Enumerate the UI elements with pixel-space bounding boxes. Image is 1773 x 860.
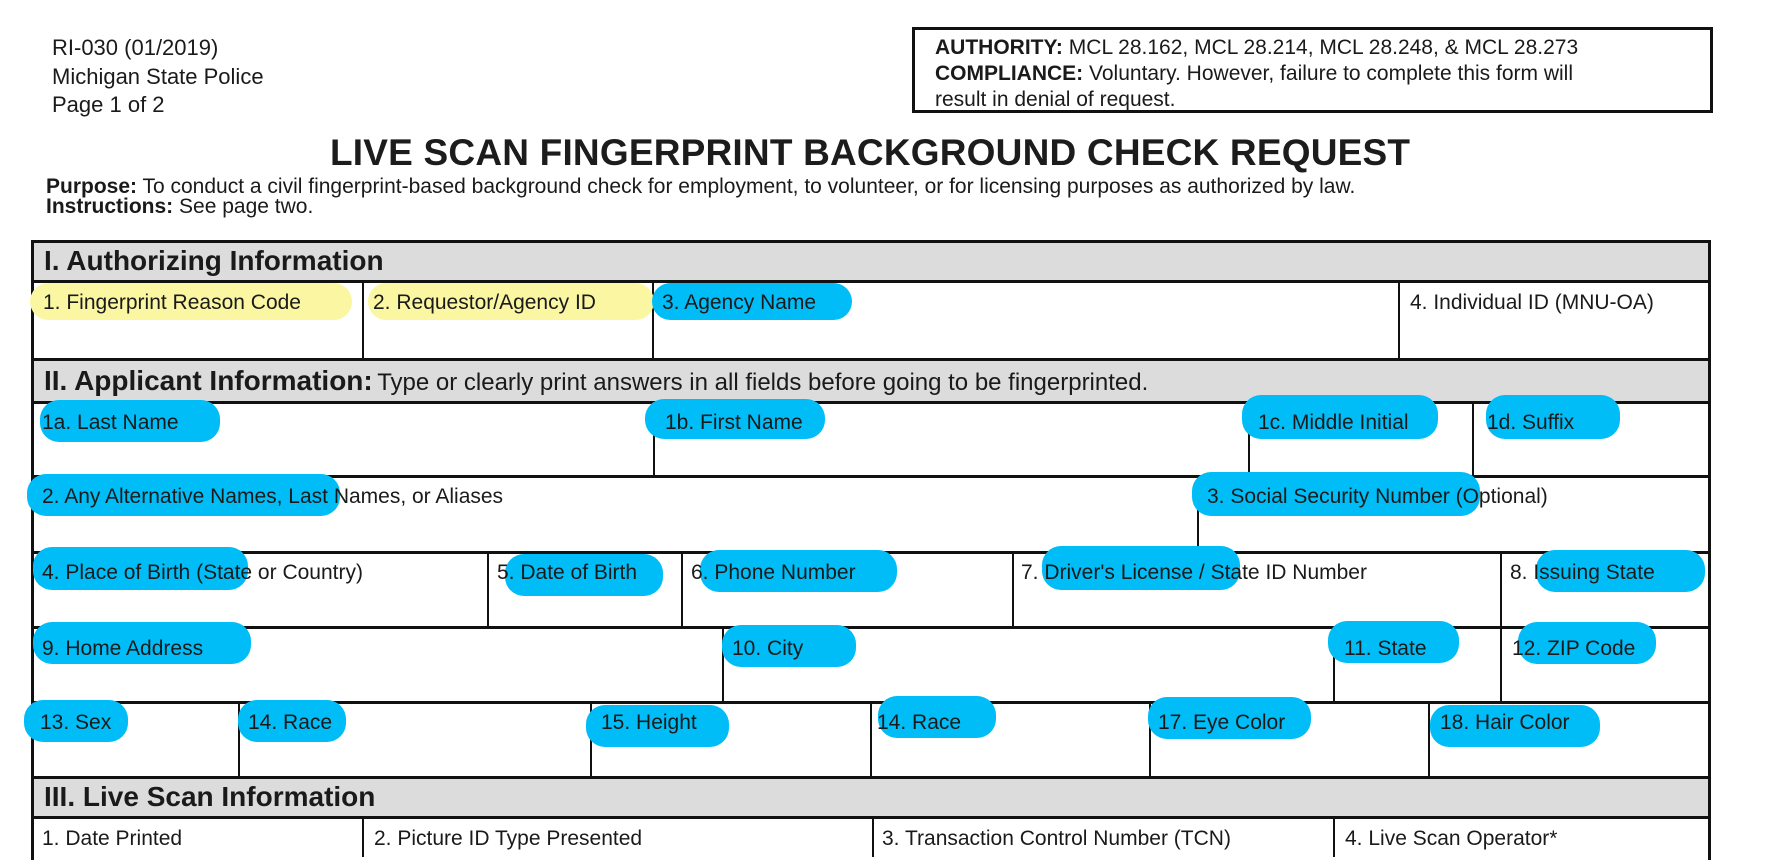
- section-applicant-title: II. Applicant Information:: [44, 365, 373, 396]
- compliance-line-2: result in denial of request.: [935, 88, 1176, 111]
- col-divider: [681, 552, 683, 627]
- section-applicant-header: [32, 360, 1710, 402]
- table-top-border: [31, 240, 1711, 243]
- section-applicant-note: Type or clearly print answers in all fields before going to be fingerprinted.: [377, 369, 1149, 396]
- field-middle-initial[interactable]: 1c. Middle Initial: [1258, 411, 1409, 434]
- field-last-name[interactable]: 1a. Last Name: [42, 411, 179, 434]
- row-divider: [31, 358, 1711, 361]
- field-fingerprint-reason-code[interactable]: 1. Fingerprint Reason Code: [43, 291, 301, 314]
- col-divider: [872, 817, 874, 857]
- field-home-address[interactable]: 9. Home Address: [42, 637, 204, 660]
- row-divider: [31, 626, 1711, 629]
- field-zip-code[interactable]: 12. ZIP Code: [1512, 637, 1636, 660]
- field-issuing-state[interactable]: 8. Issuing State: [1510, 561, 1655, 584]
- field-alternative-names[interactable]: 2. Any Alternative Names, Last Names, or Aliases: [42, 485, 504, 508]
- field-ssn[interactable]: 3. Social Security Number (Optional): [1207, 485, 1548, 508]
- agency-name-header: Michigan State Police: [52, 64, 264, 89]
- compliance-text: Voluntary. However, failure to complete this form will: [1089, 62, 1573, 85]
- authority-label: AUTHORITY:: [935, 36, 1063, 59]
- col-divider: [1500, 552, 1502, 627]
- field-eye-color[interactable]: 17. Eye Color: [1158, 711, 1286, 734]
- col-divider: [1500, 627, 1502, 702]
- field-height[interactable]: 15. Height: [601, 711, 697, 734]
- col-divider: [487, 552, 489, 627]
- authority-text: MCL 28.162, MCL 28.214, MCL 28.248, & MCL 28.273: [1068, 36, 1579, 59]
- field-drivers-license[interactable]: 7. Driver's License / State ID Number: [1021, 561, 1367, 584]
- purpose-text: To conduct a civil fingerprint-based background check for employment, to volunteer, or for licensing purposes as authorized by law.: [142, 175, 1356, 198]
- field-city[interactable]: 10. City: [732, 637, 804, 660]
- field-phone-number[interactable]: 6. Phone Number: [691, 561, 856, 584]
- page-title: LIVE SCAN FINGERPRINT BACKGROUND CHECK REQUEST: [330, 132, 1411, 173]
- section-authorizing-header: [32, 241, 1710, 281]
- row-divider: [31, 401, 1711, 404]
- page-indicator: Page 1 of 2: [52, 92, 165, 117]
- section-authorizing-title: I. Authorizing Information: [44, 245, 384, 276]
- field-live-scan-operator[interactable]: 4. Live Scan Operator*: [1345, 827, 1558, 850]
- instructions-text: See page two.: [179, 195, 314, 218]
- col-divider: [1472, 402, 1474, 477]
- col-divider: [1428, 702, 1430, 777]
- row-divider: [31, 816, 1711, 819]
- field-race[interactable]: 14. Race: [248, 711, 333, 734]
- field-date-of-birth[interactable]: 5. Date of Birth: [497, 561, 638, 584]
- col-divider: [1012, 552, 1014, 627]
- authority-line: [935, 35, 1710, 61]
- form-number: RI-030 (01/2019): [52, 35, 219, 60]
- field-state[interactable]: 11. State: [1344, 637, 1427, 660]
- field-picture-id-type[interactable]: 2. Picture ID Type Presented: [374, 827, 643, 850]
- field-agency-name[interactable]: 3. Agency Name: [662, 291, 817, 314]
- compliance-label: COMPLIANCE:: [935, 62, 1084, 85]
- field-hair-color[interactable]: 18. Hair Color: [1440, 711, 1570, 734]
- col-divider: [1333, 817, 1335, 857]
- field-place-of-birth[interactable]: 4. Place of Birth (State or Country): [42, 561, 363, 584]
- field-suffix[interactable]: 1d. Suffix: [1487, 411, 1575, 434]
- col-divider: [1398, 281, 1400, 359]
- section-livescan-title: III. Live Scan Information: [44, 781, 376, 812]
- compliance-line: [935, 61, 1710, 87]
- field-date-printed[interactable]: 1. Date Printed: [42, 827, 183, 850]
- field-tcn[interactable]: 3. Transaction Control Number (TCN): [882, 827, 1231, 850]
- section-livescan-header: [32, 777, 1710, 817]
- field-weight[interactable]: 14. Race: [877, 711, 962, 734]
- col-divider: [362, 817, 364, 857]
- field-first-name[interactable]: 1b. First Name: [665, 411, 803, 434]
- field-individual-id[interactable]: 4. Individual ID (MNU-OA): [1410, 291, 1654, 314]
- col-divider: [870, 702, 872, 777]
- table-right-border: [1708, 240, 1711, 860]
- purpose-label: Purpose:: [46, 175, 138, 198]
- col-divider: [362, 281, 364, 359]
- field-requestor-agency-id[interactable]: 2. Requestor/Agency ID: [373, 291, 596, 314]
- instructions-line: [46, 196, 313, 218]
- table-left-border: [31, 240, 34, 860]
- field-sex[interactable]: 13. Sex: [40, 711, 112, 734]
- instructions-label: Instructions:: [46, 195, 174, 218]
- authority-box: [912, 27, 1713, 113]
